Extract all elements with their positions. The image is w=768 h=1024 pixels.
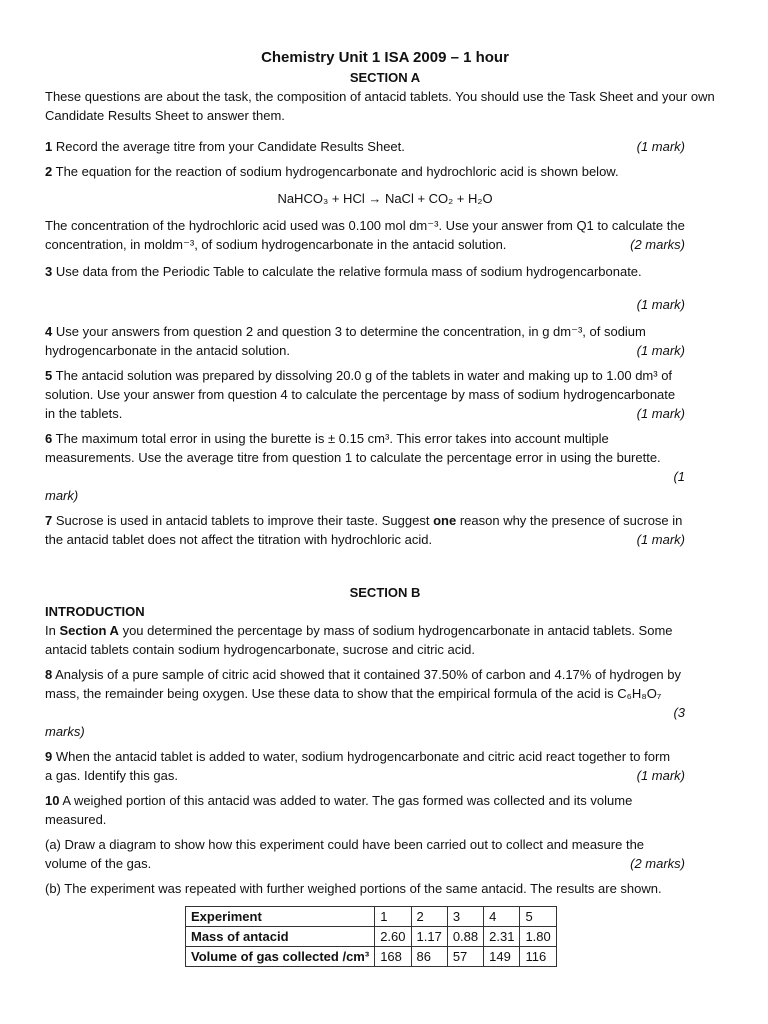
question-5-line3: in the tablets. xyxy=(45,406,123,421)
table-cell: 168 xyxy=(375,947,411,967)
question-8 xyxy=(45,665,725,741)
question-8-mark-b: marks) xyxy=(45,724,85,739)
question-10-number: 10 xyxy=(45,793,60,808)
question-2 xyxy=(45,162,725,254)
question-7-emphasis: one xyxy=(433,513,457,528)
question-7-line2: the antacid tablet does not affect the titration with hydrochloric acid. xyxy=(45,532,433,547)
introduction-section-a-ref: Section A xyxy=(59,623,119,638)
question-2-mark: (2 marks) xyxy=(630,237,685,252)
question-1-text: Record the average titre from your Candidate Results Sheet. xyxy=(55,139,405,154)
section-a-heading: SECTION A xyxy=(349,70,421,85)
table-cell: 1.17 xyxy=(411,927,447,947)
question-3-number: 3 xyxy=(45,264,53,279)
question-7-line1a: Sucrose is used in antacid tablets to improve their taste. Suggest xyxy=(55,513,430,528)
question-1 xyxy=(45,137,725,156)
question-5 xyxy=(45,366,725,423)
table-cell: Mass of antacid xyxy=(186,927,375,947)
question-2-line1: The concentration of the hydrochloric acid used was 0.100 mol dm⁻³. Use your answer from Q1 to calculate the xyxy=(45,218,685,233)
question-9-number: 9 xyxy=(45,749,53,764)
question-2-line2: concentration, in moldm⁻³, of sodium hydrogencarbonate in the antacid solution. xyxy=(45,237,507,252)
table-cell: 86 xyxy=(411,947,447,967)
question-7-number: 7 xyxy=(45,513,53,528)
table-cell: 149 xyxy=(484,947,520,967)
question-5-mark: (1 mark) xyxy=(636,406,685,421)
question-6 xyxy=(45,429,725,505)
question-6-mark-a: (1 xyxy=(673,469,685,484)
section-b-heading: SECTION B xyxy=(349,585,421,600)
question-7 xyxy=(45,511,725,549)
question-4-line2: hydrogencarbonate in the antacid solution. xyxy=(45,343,291,358)
table-cell: 5 xyxy=(520,907,556,927)
question-9-line1: When the antacid tablet is added to water, sodium hydrogencarbonate and citric acid react together to form xyxy=(55,749,671,764)
question-8-line2: mass, the remainder being oxygen. Use these data to show that the empirical formula of the acid is C₆H₈O₇ xyxy=(45,686,662,701)
question-3 xyxy=(45,262,725,314)
question-5-line1: The antacid solution was prepared by dissolving 20.0 g of the tablets in water and making up to 1.00 dm³ of xyxy=(55,368,673,383)
question-10a-mark: (2 marks) xyxy=(630,856,685,871)
question-6-mark-b: mark) xyxy=(45,488,79,503)
question-10-line1: A weighed portion of this antacid was added to water. The gas formed was collected and its volume xyxy=(62,793,633,808)
table-row xyxy=(186,907,557,927)
exam-page xyxy=(45,48,725,967)
introduction-heading: INTRODUCTION xyxy=(45,604,145,619)
question-4 xyxy=(45,322,725,360)
question-4-line1: Use your answers from question 2 and question 3 to determine the concentration, in g dm⁻³, of sodium xyxy=(55,324,646,339)
table-cell: 2.31 xyxy=(484,927,520,947)
section-a-intro: These questions are about the task, the composition of antacid tablets. You should use the Task Sheet and your own Candidate Results Sheet to answer them. xyxy=(45,89,715,123)
question-8-number: 8 xyxy=(45,667,53,682)
question-10a-line1: (a) Draw a diagram to show how this experiment could have been carried out to collect and measure the xyxy=(45,837,645,852)
question-7-mark: (1 mark) xyxy=(636,532,685,547)
introduction-text xyxy=(45,621,725,640)
table-cell: 116 xyxy=(520,947,556,967)
table-cell: 57 xyxy=(447,947,483,967)
question-1-mark: (1 mark) xyxy=(636,139,685,154)
table-cell: 4 xyxy=(484,907,520,927)
table-cell: 3 xyxy=(447,907,483,927)
question-5-line2: solution. Use your answer from question 4 to calculate the percentage by mass of sodium hydrogencarbonate xyxy=(45,387,676,402)
table-row xyxy=(186,947,557,967)
question-10 xyxy=(45,791,725,898)
question-3-mark: (1 mark) xyxy=(636,297,685,312)
introduction-line2: antacid tablets contain sodium hydrogencarbonate, sucrose and citric acid. xyxy=(45,642,475,657)
question-2-text: The equation for the reaction of sodium hydrogencarbonate and hydrochloric acid is shown below. xyxy=(55,164,619,179)
table-cell: 2.60 xyxy=(375,927,411,947)
question-1-number: 1 xyxy=(45,139,53,154)
table-cell: 1 xyxy=(375,907,411,927)
table-cell: Volume of gas collected /cm³ xyxy=(186,947,375,967)
question-10a-line2: volume of the gas. xyxy=(45,856,152,871)
document-title: Chemistry Unit 1 ISA 2009 – 1 hour xyxy=(261,49,509,66)
question-3-text: Use data from the Periodic Table to calculate the relative formula mass of sodium hydrogencarbonate. xyxy=(55,264,642,279)
question-4-number: 4 xyxy=(45,324,53,339)
table-row xyxy=(186,927,557,947)
question-9-line2: a gas. Identify this gas. xyxy=(45,768,178,783)
table-cell: 1.80 xyxy=(520,927,556,947)
question-7-line1c: reason why the presence of sucrose in xyxy=(459,513,683,528)
question-2-equation: NaHCO₃ + HCl → NaCl + CO₂ + H₂O xyxy=(277,191,493,206)
results-table xyxy=(185,906,557,967)
question-8-mark-a: (3 xyxy=(673,705,685,720)
question-6-line1: The maximum total error in using the burette is ± 0.15 cm³. This error takes into account multiple xyxy=(55,431,609,446)
question-2-number: 2 xyxy=(45,164,53,179)
question-10b-line: (b) The experiment was repeated with further weighed portions of the same antacid. The results are shown. xyxy=(45,881,662,896)
question-9 xyxy=(45,747,725,785)
table-cell: Experiment xyxy=(186,907,375,927)
table-cell: 2 xyxy=(411,907,447,927)
question-9-mark: (1 mark) xyxy=(636,768,685,783)
introduction-text-c: you determined the percentage by mass of sodium hydrogencarbonate in antacid tablets. Some xyxy=(122,623,673,638)
introduction-text-a: In xyxy=(45,623,56,638)
question-10-line2: measured. xyxy=(45,812,107,827)
table-cell: 0.88 xyxy=(447,927,483,947)
question-6-number: 6 xyxy=(45,431,53,446)
question-5-number: 5 xyxy=(45,368,53,383)
question-6-line2: measurements. Use the average titre from question 1 to calculate the percentage error in using the burette. xyxy=(45,450,661,465)
question-4-mark: (1 mark) xyxy=(636,343,685,358)
question-8-line1: Analysis of a pure sample of citric acid showed that it contained 37.50% of carbon and 4.17% of hydrogen by xyxy=(55,667,681,682)
